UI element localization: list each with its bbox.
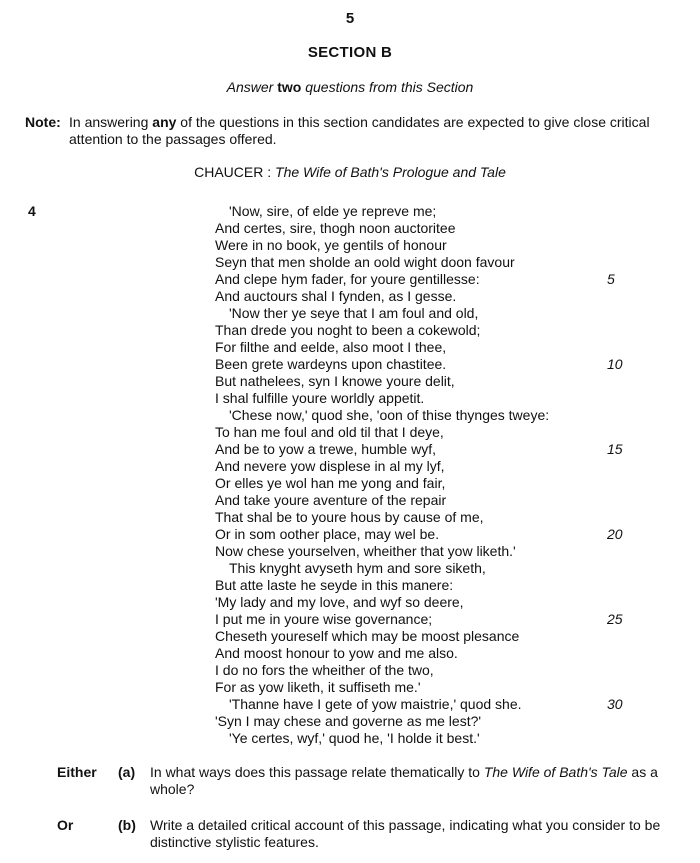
instruction-post: questions from this Section bbox=[301, 79, 474, 95]
passage-line bbox=[215, 407, 635, 424]
passage-line-text: And be to yow a trewe, humble wyf, bbox=[215, 441, 436, 457]
passage-line bbox=[215, 373, 635, 390]
passage-line-text: Seyn that men sholde an oold wight doon favour bbox=[215, 254, 515, 270]
passage-line-text: I put me in youre wise governance; bbox=[215, 611, 433, 627]
text-title: The Wife of Bath's Prologue and Tale bbox=[275, 164, 506, 180]
passage-line bbox=[215, 679, 635, 696]
instruction-bold: two bbox=[277, 79, 302, 95]
text-heading bbox=[0, 164, 700, 180]
passage-line-text: And auctours shal I fynden, as I gesse. bbox=[215, 288, 457, 304]
text-author: CHAUCER : bbox=[194, 164, 276, 180]
passage-line-text: I do no fors the wheither of the two, bbox=[215, 662, 434, 678]
passage-line bbox=[215, 305, 635, 322]
passage-line-text: Cheseth youreself which may be moost plesance bbox=[215, 628, 520, 644]
passage-line-text: And clepe hym fader, for youre gentillesse: bbox=[215, 271, 480, 287]
either-label: Either bbox=[57, 764, 97, 780]
note-bold: any bbox=[152, 114, 177, 130]
passage-line-text: 'Thanne have I gete of yow maistrie,' quod she. bbox=[229, 696, 522, 712]
passage-line-text: And take youre aventure of the repair bbox=[215, 492, 447, 508]
option-b-line-1: Write a detailed critical account of this passage, indicating what you consider to be bbox=[150, 817, 661, 833]
passage-line-text: Been grete wardeyns upon chastitee. bbox=[215, 356, 447, 372]
passage-line bbox=[215, 509, 635, 526]
passage-line bbox=[215, 662, 635, 679]
or-label: Or bbox=[57, 817, 74, 833]
passage-line-text: 'Ye certes, wyf,' quod he, 'I holde it best.' bbox=[229, 730, 480, 746]
passage-line bbox=[215, 203, 635, 220]
section-instruction bbox=[0, 79, 700, 95]
passage-line bbox=[215, 220, 635, 237]
line-number: 25 bbox=[607, 611, 623, 627]
passage-line bbox=[215, 237, 635, 254]
question-number: 4 bbox=[28, 203, 36, 219]
passage-line bbox=[215, 322, 635, 339]
passage-line bbox=[215, 424, 635, 441]
passage-line bbox=[215, 526, 635, 543]
note-post: of the questions in this section candidates are expected to give close critical bbox=[176, 114, 650, 130]
note-label: Note: bbox=[25, 114, 61, 130]
passage-line bbox=[215, 390, 635, 407]
option-a-line-1 bbox=[150, 764, 658, 780]
passage-line bbox=[215, 475, 635, 492]
passage-line bbox=[215, 645, 635, 662]
passage-line-text: But nathelees, syn I knowe youre delit, bbox=[215, 373, 455, 389]
passage-line bbox=[215, 458, 635, 475]
passage-line-text: Or elles ye wol han me yong and fair, bbox=[215, 475, 446, 491]
passage-line bbox=[215, 696, 635, 713]
option-a-post: as a bbox=[627, 764, 658, 780]
passage-line-text: And nevere yow displese in al my lyf, bbox=[215, 458, 445, 474]
passage-line-text: 'Now ther ye seye that I am foul and old, bbox=[229, 305, 479, 321]
passage-line-text: Now chese yourselven, wheither that yow liketh.' bbox=[215, 543, 516, 559]
passage-line-text: 'Chese now,' quod she, 'oon of thise thynges tweye: bbox=[229, 407, 550, 423]
passage-line-text: Or in som oother place, may wel be. bbox=[215, 526, 440, 542]
passage-line bbox=[215, 543, 635, 560]
passage bbox=[215, 203, 635, 747]
option-a-line-2: whole? bbox=[150, 781, 195, 797]
passage-line-text: And moost honour to yow and me also. bbox=[215, 645, 458, 661]
passage-line-text: This knyght avyseth hym and sore siketh, bbox=[229, 560, 486, 576]
instruction-pre: Answer bbox=[226, 79, 278, 95]
passage-line bbox=[215, 577, 635, 594]
passage-line bbox=[215, 254, 635, 271]
option-b-line-2: distinctive stylistic features. bbox=[150, 834, 319, 850]
passage-line bbox=[215, 441, 635, 458]
passage-line bbox=[215, 492, 635, 509]
passage-line bbox=[215, 611, 635, 628]
section-title: SECTION B bbox=[307, 44, 393, 61]
line-number: 15 bbox=[607, 441, 623, 457]
note-text-line-2: attention to the passages offered. bbox=[69, 131, 277, 147]
passage-line-text: 'Syn I may chese and governe as me lest?' bbox=[215, 713, 482, 729]
passage-line-text: 'Now, sire, of elde ye repreve me; bbox=[229, 203, 437, 219]
passage-line bbox=[215, 730, 635, 747]
passage-line-text: That shal be to youre hous by cause of me, bbox=[215, 509, 484, 525]
passage-line-text: For filthe and eelde, also moot I thee, bbox=[215, 339, 447, 355]
passage-line-text: For as yow liketh, it suffiseth me.' bbox=[215, 679, 421, 695]
line-number: 30 bbox=[607, 696, 623, 712]
note-pre: In answering bbox=[69, 114, 153, 130]
line-number: 5 bbox=[607, 271, 615, 287]
option-a-pre: In what ways does this passage relate thematically to bbox=[150, 764, 484, 780]
line-number: 10 bbox=[607, 356, 623, 372]
passage-line bbox=[215, 339, 635, 356]
passage-line bbox=[215, 594, 635, 611]
option-a-label: (a) bbox=[118, 764, 136, 780]
passage-line-text: Were in no book, ye gentils of honour bbox=[215, 237, 447, 253]
page-number: 5 bbox=[345, 10, 355, 27]
passage-line-text: But atte laste he seyde in this manere: bbox=[215, 577, 454, 593]
passage-line bbox=[215, 356, 635, 373]
passage-line-text: To han me foul and old til that I deye, bbox=[215, 424, 444, 440]
passage-line bbox=[215, 271, 635, 288]
passage-line bbox=[215, 713, 635, 730]
passage-line bbox=[215, 560, 635, 577]
passage-line-text: 'My lady and my love, and wyf so deere, bbox=[215, 594, 464, 610]
line-number: 20 bbox=[607, 526, 623, 542]
passage-line-text: I shal fulfille youre worldly appetit. bbox=[215, 390, 425, 406]
option-a-italic: The Wife of Bath's Tale bbox=[483, 764, 628, 780]
passage-line-text: Than drede you noght to been a cokewold; bbox=[215, 322, 481, 338]
passage-line-text: And certes, sire, thogh noon auctoritee bbox=[215, 220, 456, 236]
passage-line bbox=[215, 628, 635, 645]
note-text-line-1 bbox=[69, 114, 650, 130]
passage-line bbox=[215, 288, 635, 305]
option-b-label: (b) bbox=[118, 817, 136, 833]
